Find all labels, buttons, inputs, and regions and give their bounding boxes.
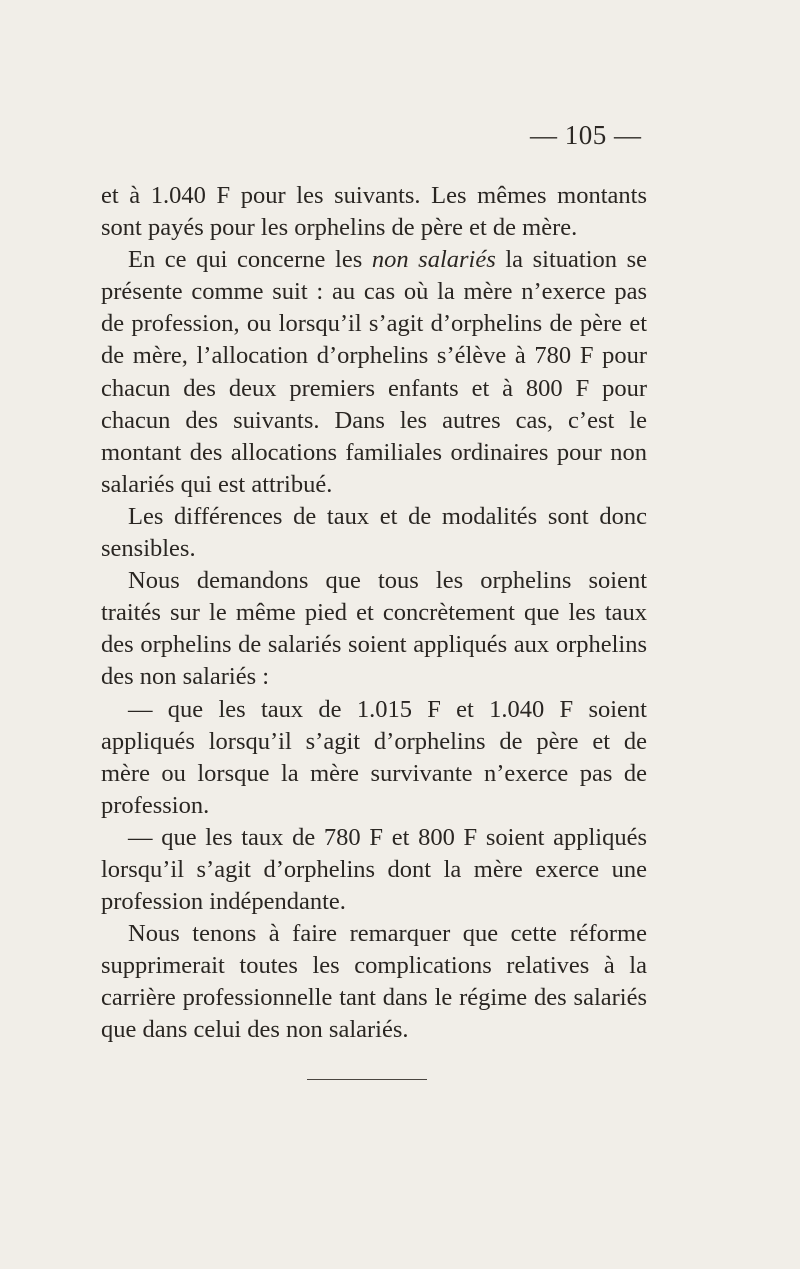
paragraph-differences: Les différences de taux et de modalités sont donc sensibles.	[101, 502, 647, 563]
paragraph-item-2: — que les taux de 780 F et 800 F soient appliqués lorsqu’il s’agit d’orphelins dont la mère exerce une profession indépendante.	[101, 823, 647, 916]
paragraph-text: En ce qui concerne les	[128, 246, 372, 274]
page-number: — 105 —	[530, 120, 642, 150]
section-divider	[307, 1079, 427, 1080]
paragraph-non-salaries	[101, 244, 647, 501]
paragraph-continuation: et à 1.040 F pour les suivants. Les mêmes montants sont payés pour les orphelins de père et de mère.	[101, 182, 647, 242]
emphasis-non-salaries: non salariés	[371, 246, 496, 274]
paragraph-conclusion: Nous tenons à faire remarquer que cette réforme supprimerait toutes les complications relatives à la carrière professionnelle tant dans le régime des salariés que dans celui des non salariés.	[101, 920, 647, 1044]
paragraph-item-1: — que les taux de 1.015 F et 1.040 F soient appliqués lorsqu’il s’agit d’orphelins de père et de mère ou lorsque la mère survivante n’exerce pas de profession.	[101, 695, 647, 819]
body-text	[101, 180, 647, 1047]
paragraph-text: la situation se présente comme suit : au cas où la mère n’exerce pas de profession, ou lorsqu’il s’agit d’orphelins de père et de mère, l’allocation d’orphelins s’élève à 780 F pour chacun des deux premiers enfants et à 800 F pour chacun des suivants. Dans les autres cas, c’est le montant des allocations familiales ordinaires pour non salariés qui est attribué.	[101, 246, 647, 498]
paragraph-demand: Nous demandons que tous les orphelins soient traités sur le même pied et concrètement que les taux des orphelins de salariés soient appliqués aux orphelins des non salariés :	[101, 567, 647, 691]
